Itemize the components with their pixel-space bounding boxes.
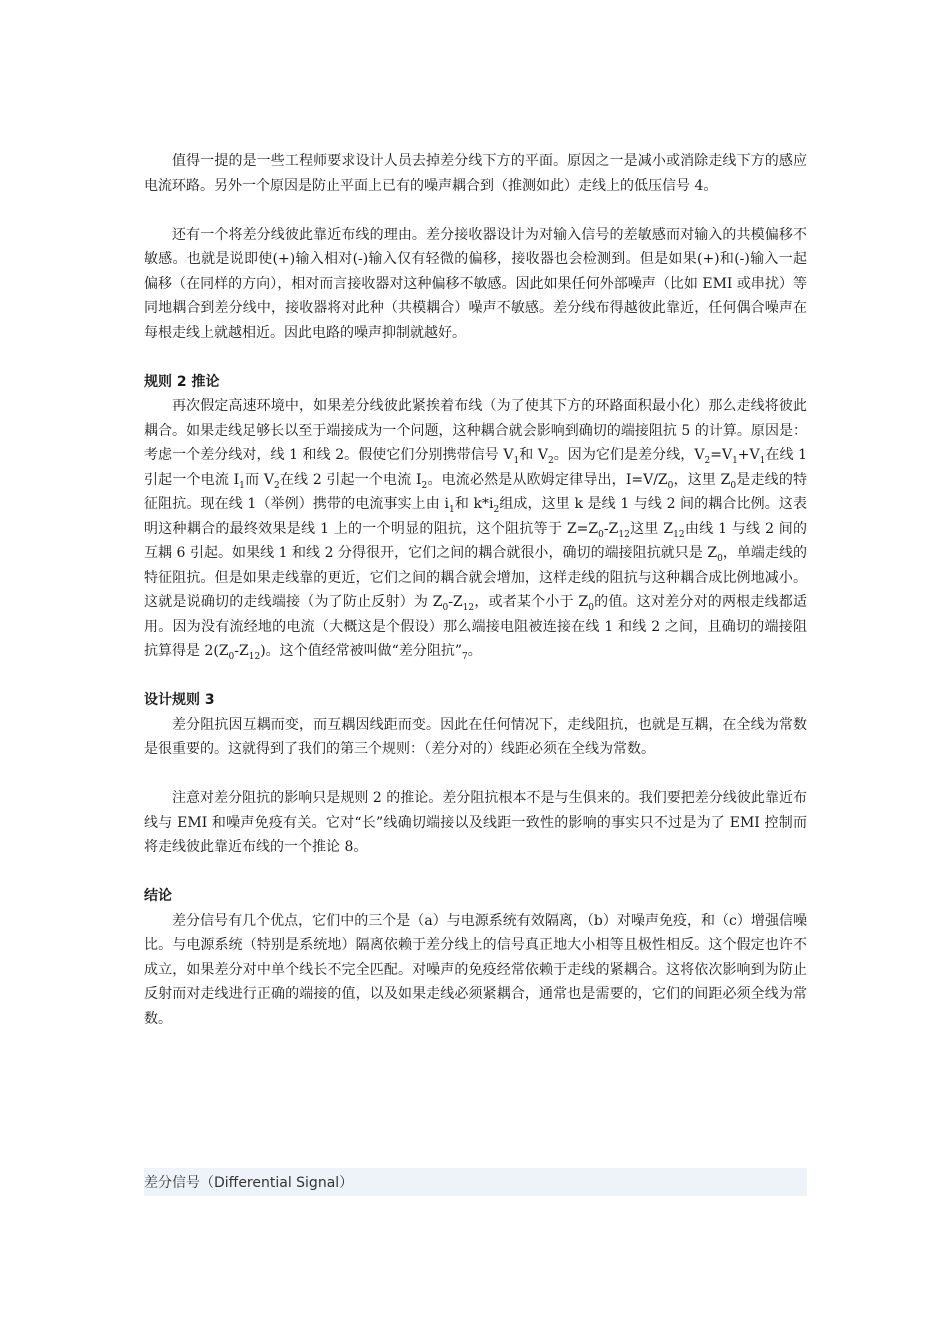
footer-bar: [144, 1168, 807, 1196]
spacer: [144, 664, 807, 689]
paragraph-rule3: 差分阻抗因互耦而变，而互耦因线距而变。因此在任何情况下，走线阻抗，也就是互耦，在全线为常数是很重要的。这就得到了我们的第三个规则：（差分对的）线距必须在全线为常数。: [144, 716, 807, 757]
spacer: [144, 345, 807, 370]
paragraph-coupling: 再次假定高速环境中，如果差分线彼此紧挨着布线（为了使其下方的环路面积最小化）那么走线将彼此耦合。如果走线足够长以至于端接成为一个问题，这种耦合就会影响到确切的端接阻抗 5 的计算。原因是：考虑一个差分线对，线 1 和线 2。假使它们分别携带信号 $V_1$和 $V_2$。因为它们是差分线，$V_2=V_1+V_1$在线 1 引起一个电流 $I_1$而 $V_2$在线 2 引起一个电流 $I_2$。电流必然是从欧姆定律导出，$I=V/Z_0$，这里 $Z_0$是走线的特征阻抗。现在线 1（举例）携带的电流事实上由 $i_1$和 $k*i_2$组成，这里 k 是线 1 与线 2 间的耦合比例。这表明这种耦合的最终效果是线 1 上的一个明显的阻抗，这个阻抗等于 $Z=Z_0-Z_{12}$这里 $Z_{12}$由线 1 与线 2 间的互耦 6 引起。如果线 1 和线 2 分得很开，它们之间的耦合就很小，确切的端接阻抗就只是 $Z_0$，单端走线的特征阻抗。但是如果走线靠的更近，它们之间的耦合就会增加，这样走线的阻抗与这种耦合成比例地减小。这就是说确切的走线端接（为了防止反射）为 $Z_0-Z_{12}$，或者某个小于 $Z_0$的值。这对差分对的两根走线都适用。因为没有流经地的电流（大概这是个假设）那么端接电阻被连接在线 1 和线 2 之间，且确切的端接阻抗算得是 $2(Z_0-Z_{12})$。这个值经常被叫做“差分阻抗$”_7$。: [144, 398, 807, 662]
paragraph-underplane: 值得一提的是一些工程师要求设计人员去掉差分线下方的平面。原因之一是减小或消除走线下方的感应电流环路。另外一个原因是防止平面上已有的噪声耦合到（推测如此）走线上的低压信号 4。: [144, 153, 807, 194]
heading-rule2-corollary: 规则 2 推论: [144, 373, 220, 390]
paragraph-conclusion: 差分信号有几个优点，它们中的三个是（a）与电源系统有效隔离，（b）对噪声免疫，和（c）增强信噪比。与电源系统（特别是系统地）隔离依赖于差分线上的信号真正地大小相等且极性相反。这个假定也许不成立，如果差分对中单个线长不完全匹配。对噪声的免疫经常依赖于走线的紧耦合。这将依次影响到为防止反射而对走线进行正确的端接的值，以及如果走线必须紧耦合，通常也是需要的，它们的间距必须全线为常数。: [144, 912, 807, 1027]
document-body: [144, 149, 807, 1031]
heading-conclusion: 结论: [144, 888, 172, 904]
paragraph-noise-rejection: 还有一个将差分线彼此靠近布线的理由。差分接收器设计为对输入信号的差敏感而对输入的共模偏移不敏感。也就是说即使(+)输入相对(-)输入仅有轻微的偏移，接收器也会检测到。但是如果(+)和(-)输入一起偏移（在同样的方向），相对而言接收器对这种偏移不敏感。因此如果任何外部噪声（比如 EMI 或串扰）等同地耦合到差分线中，接收器将对此种（共模耦合）噪声不敏感。差分线布得越彼此靠近，任何偶合噪声在每根走线上就越相近。因此电路的噪声抑制就越好。: [144, 226, 807, 341]
heading-design-rule3: 设计规则 3: [144, 692, 215, 708]
paragraph-emi-note: 注意对差分阻抗的影响只是规则 2 的推论。差分阻抗根本不是与生俱来的。我们要把差分线彼此靠近布线与 EMI 和噪声免疫有关。它对“长”线确切端接以及线距一致性的影响的事实只不过是为了 EMI 控制而将走线彼此靠近布线的一个推论 8。: [144, 790, 807, 855]
footer-title: 差分信号（Differential Signal）: [144, 1175, 354, 1191]
spacer: [144, 860, 807, 885]
spacer: [144, 762, 807, 787]
spacer: [144, 198, 807, 223]
